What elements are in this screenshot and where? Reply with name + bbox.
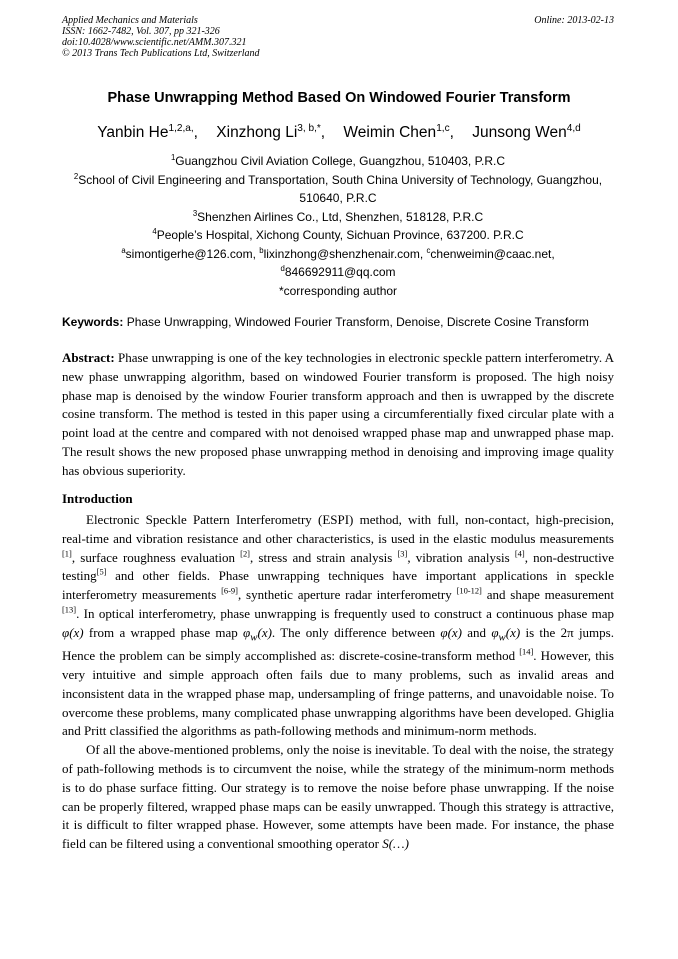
online-date: Online: 2013-02-13 bbox=[534, 15, 614, 26]
author-list bbox=[0, 124, 678, 142]
affiliation-2: $^2$School of Civil Engineering and Transportation, South China University of Technology, Guangzhou, 510640, P.R.C bbox=[73, 171, 603, 205]
introduction-body bbox=[62, 511, 614, 854]
journal-name: Applied Mechanics and Materials bbox=[62, 15, 198, 26]
issn-line: ISSN: 1662-7482, Vol. 307, pp 321-326 bbox=[62, 26, 220, 37]
affiliation-4: $^4$People’s Hospital, Xichong County, Sichuan Province, 637200. P.R.C bbox=[152, 227, 524, 242]
affiliation-3: $^3$Shenzhen Airlines Co., Ltd, Shenzhen, 518128, P.R.C bbox=[192, 208, 484, 224]
author: Xinzhong $Li^{3, b,*}$, bbox=[216, 122, 326, 141]
author: Yanbin $He^{1,2,a,}$, bbox=[97, 122, 198, 141]
phi-x-formula: φ(x) bbox=[62, 624, 84, 640]
abstract-label: Abstract: bbox=[62, 350, 115, 365]
author: Junsong Wen$^{4,d}$ bbox=[472, 122, 581, 141]
abstract-text: Phase unwrapping is one of the key technologies in electronic speckle pattern interferometry. A new phase unwrapping algorithm, based on windowed Fourier transform is proposed. The high noisy phase map is denoised by the window Fourier transform approach and then is uwrapped by the discrete cosine transform. The method is tested in this paper using a circumferentially fixed circular plate with a point load at the centre and compared with not denoised wrapped phase map and unwrapped phase map. The result shows the new proposed phase unwrapping method in denoising and improving image quality has obvious superiority. bbox=[62, 350, 614, 478]
keywords bbox=[62, 315, 622, 329]
affiliation-1: $^1$Guangzhou Civil Aviation College, Guangzhou, 510403, P.R.C bbox=[170, 153, 506, 168]
paragraph: Of all the above-mentioned problems, only the noise is inevitable. To deal with the noise, the strategy of path-following methods is to circumvent the noise, while the strategy of the minimum-norm methods is to do phase surface fitting. Our strategy is to remove the noise before phase unwrapping. If the noise can be properly filtered, wrapped phase maps can be easily unwrapped. Though this strategy is attractive, it is difficult to filter wrapped phase. However, some attempts have been made. For instance, the phase field can be filtered using a conventional smoothing operator S(…) bbox=[62, 742, 614, 852]
keywords-text: Phase Unwrapping, Windowed Fourier Transform, Denoise, Discrete Cosine Transform bbox=[123, 315, 589, 329]
keywords-label: Keywords: bbox=[62, 315, 124, 329]
journal-header bbox=[62, 15, 614, 59]
paper-title: Phase Unwrapping Method Based On Windowed Fourier Transform bbox=[107, 90, 571, 106]
author: Weimin Chen$^{1,c}$, bbox=[343, 122, 454, 141]
phi-w-formula: $\varphi_w(x)$ bbox=[243, 624, 272, 644]
doi-line: doi:10.4028/www.scientific.net/AMM.307.321 bbox=[62, 37, 247, 48]
copyright-line: © 2013 Trans Tech Publications Ltd, Switzerland bbox=[62, 48, 260, 59]
affiliations bbox=[62, 152, 614, 300]
email-list: $^a$simontigerhe@126.com, $^b$lixinzhong@shenzhenair.com, $^c$chenweimin@caac.net, $^d$846692911@qq.com bbox=[121, 245, 555, 279]
paragraph: Electronic Speckle Pattern Interferometry (ESPI) method, with full, non-contact, high-precision, real-time and vibration resistance and other characteristics, is used in the elastic modulus measurements [1], surface roughness evaluation [2], stress and strain analysis [3], vibration analysis [4], non-destructive testing[5] and other fields. Phase unwrapping techniques have important applications in speckle interferometry measurements [6-9], synthetic aperture radar interferometry [10-12] and shape measurement [13]. In optical interferometry, phase unwrapping is frequently used to construct a continuous phase map φ(x) from a wrapped phase map $\varphi_w(x)$. The only difference between φ(x) and $\varphi_w(x)$ is the 2π jumps. Hence the problem can be simply accomplished as: discrete-cosine-transform method [14]. However, this very intuitive and simple approach often fails due to many problems, such as invalid areas and inconsistent data in the wrapped phase map, undersampling of fringe patterns, and unavoidable noise. To overcome these problems, many complicated phase unwrapping algorithms have been developed. Ghiglia and Pritt classified the algorithms as path-following methods and minimum-norm methods. bbox=[62, 512, 614, 739]
abstract bbox=[62, 349, 614, 481]
smoothing-operator-formula: S(…) bbox=[382, 836, 409, 852]
corresponding-author-note: *corresponding author bbox=[278, 283, 398, 298]
section-heading-introduction: Introduction bbox=[62, 491, 133, 506]
